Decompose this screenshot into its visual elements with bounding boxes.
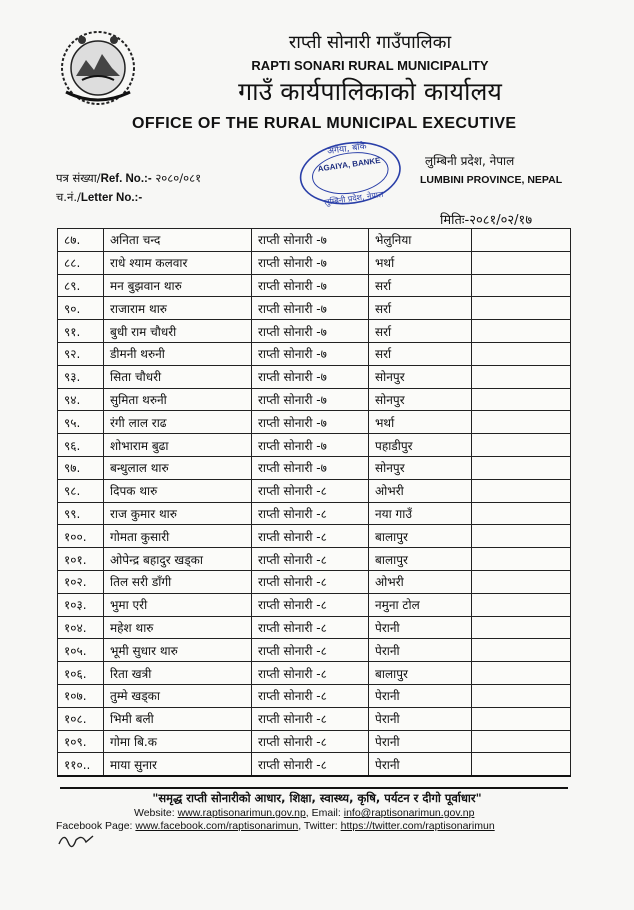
address-cell: राप्ती सोनारी -७ — [252, 434, 369, 457]
table-row — [58, 684, 571, 707]
table-row — [58, 342, 571, 365]
name-cell: बन्धुलाल थारु — [104, 456, 252, 479]
place-cell: सोनपुर — [369, 388, 472, 411]
website-label: Website: — [134, 807, 175, 819]
name-cell: तुम्मे खड्का — [104, 684, 252, 707]
serial-cell: १०७. — [58, 684, 104, 707]
footer-slogan: "समृद्ध राप्ती सोनारीको आधार, शिक्षा, स्वास्थ्य, कृषि, पर्यटन र दीगो पूर्वाधार" — [152, 791, 482, 805]
address-cell: राप्ती सोनारी -७ — [252, 456, 369, 479]
serial-cell: ९९. — [58, 502, 104, 525]
letter-label-english: Letter No.:- — [80, 192, 143, 204]
remarks-cell — [472, 411, 571, 434]
place-cell: पेरानी — [369, 753, 472, 776]
name-cell: डीमनी थरुनी — [104, 342, 252, 365]
remarks-cell — [472, 570, 571, 593]
name-cell: सिता चौधरी — [104, 365, 252, 388]
address-cell: राप्ती सोनारी -८ — [252, 707, 369, 730]
place-cell: बालापुर — [369, 662, 472, 685]
place-cell: सर्रा — [369, 274, 472, 297]
serial-cell: ९८. — [58, 479, 104, 502]
email-label: , Email: — [305, 807, 341, 819]
address-cell: राप्ती सोनारी -८ — [252, 525, 369, 548]
address-cell: राप्ती सोनारी -८ — [252, 730, 369, 753]
name-cell: भूमी सुधार थारु — [104, 639, 252, 662]
remarks-cell — [472, 616, 571, 639]
letter-label-nepali: च.नं./ — [56, 190, 81, 204]
remarks-cell — [472, 525, 571, 548]
table-row — [58, 274, 571, 297]
table-row — [58, 251, 571, 274]
remarks-cell — [472, 297, 571, 320]
name-cell: शोभाराम बुढा — [104, 434, 252, 457]
serial-cell: ८९. — [58, 274, 104, 297]
email-link[interactable]: info@raptisonarimun.gov.np — [343, 807, 475, 819]
place-cell: पेरानी — [369, 639, 472, 662]
beneficiary-table — [57, 228, 571, 777]
twitter-label: , Twitter: — [298, 820, 338, 832]
table-row — [58, 297, 571, 320]
serial-cell: ११०.. — [58, 753, 104, 776]
letter-number — [56, 190, 142, 205]
remarks-cell — [472, 707, 571, 730]
remarks-cell — [472, 753, 571, 776]
address-cell: राप्ती सोनारी -८ — [252, 548, 369, 571]
remarks-cell — [472, 662, 571, 685]
place-cell: पेरानी — [369, 684, 472, 707]
place-cell: सर्रा — [369, 297, 472, 320]
place-cell: बालापुर — [369, 548, 472, 571]
name-cell: राजाराम थारु — [104, 297, 252, 320]
table-row — [58, 639, 571, 662]
address-cell: राप्ती सोनारी -८ — [252, 684, 369, 707]
contact-line — [134, 807, 474, 819]
place-cell: पेरानी — [369, 616, 472, 639]
remarks-cell — [472, 274, 571, 297]
remarks-cell — [472, 548, 571, 571]
name-cell: गोमता कुसारी — [104, 525, 252, 548]
table-row — [58, 616, 571, 639]
serial-cell: ९३. — [58, 365, 104, 388]
name-cell: बुधी राम चौधरी — [104, 320, 252, 343]
address-cell: राप्ती सोनारी -८ — [252, 639, 369, 662]
name-cell: राधे श्याम कलवार — [104, 251, 252, 274]
address-cell: राप्ती सोनारी -७ — [252, 320, 369, 343]
office-name-nepali: गाउँ कार्यपालिकाको कार्यालय — [238, 77, 502, 106]
place-cell: ओभरी — [369, 570, 472, 593]
remarks-cell — [472, 456, 571, 479]
facebook-link[interactable]: www.facebook.com/raptisonarimun — [135, 820, 299, 832]
place-cell: भर्था — [369, 411, 472, 434]
name-cell: ओपेन्द्र बहादुर खड्का — [104, 548, 252, 571]
table-row — [58, 388, 571, 411]
table-row — [58, 753, 571, 776]
address-cell: राप्ती सोनारी -७ — [252, 342, 369, 365]
province-english: LUMBINI PROVINCE, NEPAL — [420, 174, 563, 186]
place-cell: सोनपुर — [369, 456, 472, 479]
name-cell: रिता खत्री — [104, 662, 252, 685]
province-nepali: लुम्बिनी प्रदेश, नेपाल — [425, 154, 515, 168]
address-cell: राप्ती सोनारी -८ — [252, 593, 369, 616]
serial-cell: १०२. — [58, 570, 104, 593]
place-cell: भेलुनिया — [369, 229, 472, 252]
address-cell: राप्ती सोनारी -८ — [252, 502, 369, 525]
address-cell: राप्ती सोनारी -७ — [252, 229, 369, 252]
municipality-name-nepali: राप्ती सोनारी गाउँपालिका — [288, 32, 452, 53]
municipality-name-english: RAPTI SONARI RURAL MUNICIPALITY — [251, 58, 489, 73]
remarks-cell — [472, 502, 571, 525]
serial-cell: ८८. — [58, 251, 104, 274]
place-cell: बालापुर — [369, 525, 472, 548]
table-row — [58, 730, 571, 753]
reference-number — [56, 171, 201, 186]
address-cell: राप्ती सोनारी -७ — [252, 297, 369, 320]
svg-text:AGAIYA, BANKE: AGAIYA, BANKE — [317, 155, 382, 174]
address-cell: राप्ती सोनारी -८ — [252, 616, 369, 639]
remarks-cell — [472, 388, 571, 411]
svg-text:लुम्बिनी प्रदेश, नेपाल: लुम्बिनी प्रदेश, नेपाल — [323, 189, 384, 207]
serial-cell: १०५. — [58, 639, 104, 662]
name-cell: सुमिता थरुनी — [104, 388, 252, 411]
table-row — [58, 593, 571, 616]
remarks-cell — [472, 593, 571, 616]
serial-cell: ९२. — [58, 342, 104, 365]
name-cell: दिपक थारु — [104, 479, 252, 502]
address-cell: राप्ती सोनारी -७ — [252, 251, 369, 274]
place-cell: सर्रा — [369, 320, 472, 343]
table-row — [58, 365, 571, 388]
remarks-cell — [472, 730, 571, 753]
serial-cell: १०३. — [58, 593, 104, 616]
table-row — [58, 525, 571, 548]
serial-cell: १०८. — [58, 707, 104, 730]
serial-cell: १०१. — [58, 548, 104, 571]
footer-divider — [60, 787, 568, 789]
document-date: मितिः-२०८१/०२/१७ — [440, 213, 533, 228]
table-row — [58, 229, 571, 252]
remarks-cell — [472, 251, 571, 274]
address-cell: राप्ती सोनारी -८ — [252, 570, 369, 593]
place-cell: सोनपुर — [369, 365, 472, 388]
serial-cell: ९०. — [58, 297, 104, 320]
remarks-cell — [472, 479, 571, 502]
name-cell: रंगी लाल राढ — [104, 411, 252, 434]
serial-cell: १०९. — [58, 730, 104, 753]
office-name-english: OFFICE OF THE RURAL MUNICIPAL EXECUTIVE — [132, 115, 517, 132]
remarks-cell — [472, 434, 571, 457]
address-cell: राप्ती सोनारी -७ — [252, 365, 369, 388]
serial-cell: ९५. — [58, 411, 104, 434]
table-row — [58, 662, 571, 685]
remarks-cell — [472, 365, 571, 388]
table-row — [58, 502, 571, 525]
ref-label-english: Ref. No.:- — [100, 173, 152, 185]
remarks-cell — [472, 320, 571, 343]
name-cell: गोमा बि.क — [104, 730, 252, 753]
name-cell: अनिता चन्द — [104, 229, 252, 252]
address-cell: राप्ती सोनारी -८ — [252, 753, 369, 776]
serial-cell: ९६. — [58, 434, 104, 457]
ref-value: २०८०/०८१ — [155, 171, 202, 185]
ref-label-nepali: पत्र संख्या/ — [56, 171, 101, 185]
table-row — [58, 411, 571, 434]
name-cell: राज कुमार थारु — [104, 502, 252, 525]
signature-icon — [56, 828, 96, 850]
place-cell: सर्रा — [369, 342, 472, 365]
website-link[interactable]: www.raptisonarimun.gov.np — [177, 807, 306, 819]
name-cell: तिल सरी डाँगी — [104, 570, 252, 593]
serial-cell: १०४. — [58, 616, 104, 639]
serial-cell: ९७. — [58, 456, 104, 479]
place-cell: पेरानी — [369, 730, 472, 753]
serial-cell: ८७. — [58, 229, 104, 252]
remarks-cell — [472, 229, 571, 252]
place-cell: ओभरी — [369, 479, 472, 502]
place-cell: नया गाउँ — [369, 502, 472, 525]
table-row — [58, 707, 571, 730]
place-cell: भर्था — [369, 251, 472, 274]
name-cell: माया सुनार — [104, 753, 252, 776]
table-row — [58, 548, 571, 571]
name-cell: भिमी बली — [104, 707, 252, 730]
twitter-link[interactable]: https://twitter.com/raptisonarimun — [340, 820, 495, 832]
address-cell: राप्ती सोनारी -७ — [252, 388, 369, 411]
place-cell: पहाडीपुर — [369, 434, 472, 457]
table-row — [58, 434, 571, 457]
name-cell: मन बुझवान थारु — [104, 274, 252, 297]
name-cell: महेश थारु — [104, 616, 252, 639]
address-cell: राप्ती सोनारी -७ — [252, 411, 369, 434]
social-line — [56, 820, 495, 832]
remarks-cell — [472, 342, 571, 365]
name-cell: भुमा एरी — [104, 593, 252, 616]
place-cell: पेरानी — [369, 707, 472, 730]
table-row — [58, 320, 571, 343]
nepal-emblem-icon — [52, 26, 144, 108]
address-cell: राप्ती सोनारी -८ — [252, 662, 369, 685]
place-cell: नमुना टोल — [369, 593, 472, 616]
remarks-cell — [472, 684, 571, 707]
remarks-cell — [472, 639, 571, 662]
svg-text:अगैया, बाँके: अगैया, बाँके — [326, 141, 368, 158]
facebook-label: Facebook Page: — [56, 820, 133, 832]
address-cell: राप्ती सोनारी -७ — [252, 274, 369, 297]
serial-cell: १००. — [58, 525, 104, 548]
serial-cell: ९४. — [58, 388, 104, 411]
table-row — [58, 456, 571, 479]
table-row — [58, 570, 571, 593]
table-row — [58, 479, 571, 502]
address-cell: राप्ती सोनारी -८ — [252, 479, 369, 502]
serial-cell: ९१. — [58, 320, 104, 343]
office-stamp-icon — [292, 135, 410, 207]
serial-cell: १०६. — [58, 662, 104, 685]
